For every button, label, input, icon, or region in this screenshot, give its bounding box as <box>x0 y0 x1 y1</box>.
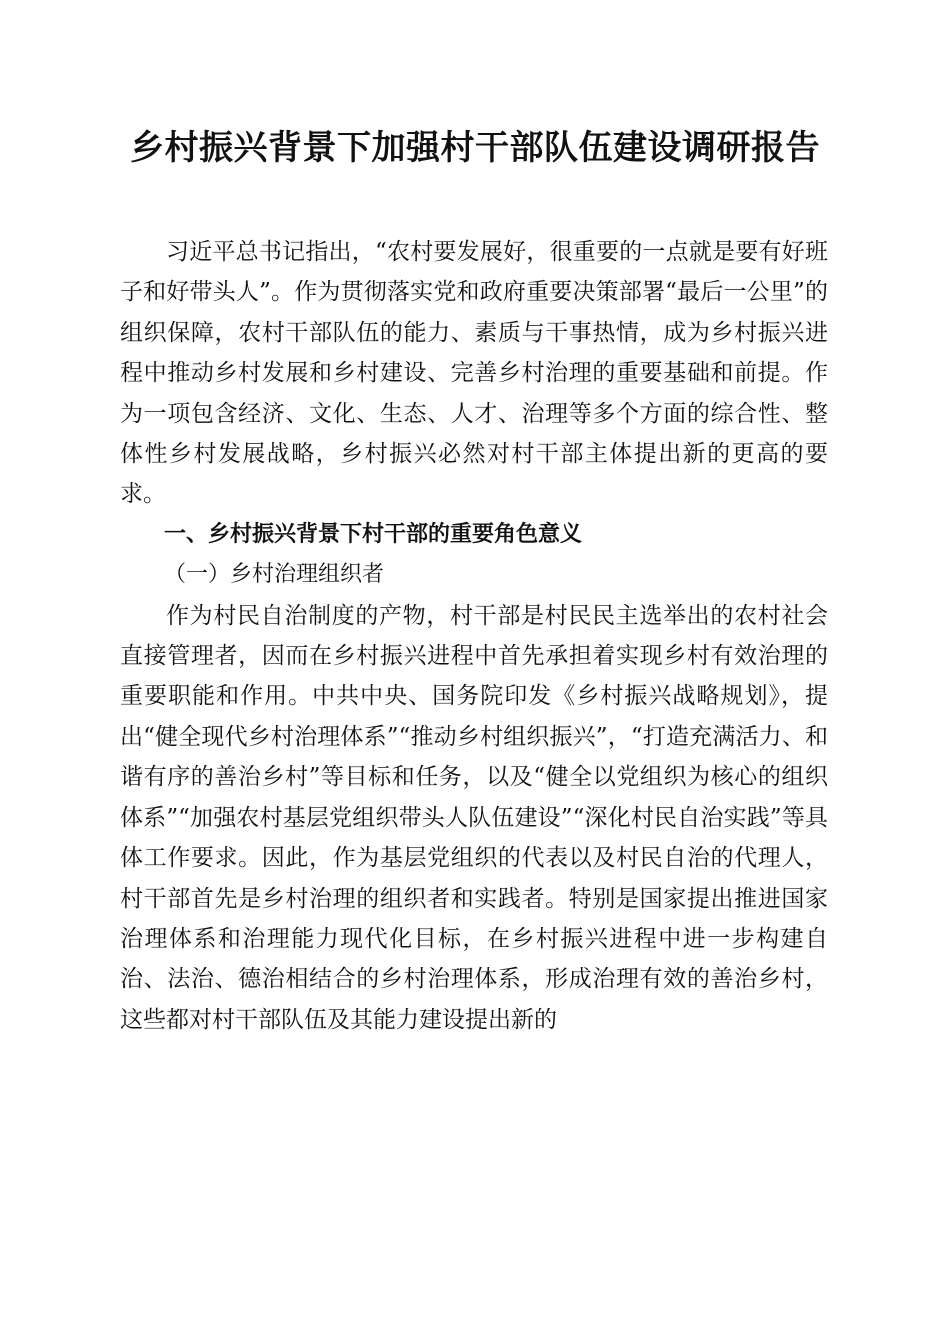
document-title: 乡村振兴背景下加强村干部队伍建设调研报告 <box>130 128 820 168</box>
body-paragraph: 作为村民自治制度的产物，村干部是村民民主选举出的农村社会直接管理者，因而在乡村振兴进程中首先承担着实现乡村有效治理的重要职能和作用。中共中央、国务院印发《乡村振兴战略规划》，提出“健全现代乡村治理体系”“推动乡村组织振兴”，“打造充满活力、和谐有序的善治乡村”等目标和任务，以及“健全以党组织为核心的组织体系”“加强农村基层党组织带头人队伍建设”“深化村民自治实践”等具体工作要求。因此，作为基层党组织的代表以及村民自治的代理人，村干部首先是乡村治理的组织者和实践者。特别是国家提出推进国家治理体系和治理能力现代化目标，在乡村振兴进程中进一步构建自治、法治、德治相结合的乡村治理体系，形成治理有效的善治乡村，这些都对村干部队伍及其能力建设提出新的 <box>120 602 828 1033</box>
document-body <box>120 232 828 1040</box>
intro-paragraph: 习近平总书记指出，“农村要发展好，很重要的一点就是要有好班子和好带头人”。作为贯彻落实党和政府重要决策部署“最后一公里”的组织保障，农村干部队伍的能力、素质与干事热情，成为乡村振兴进程中推动乡村发展和乡村建设、完善乡村治理的重要基础和前提。作为一项包含经济、文化、生态、人才、治理等多个方面的综合性、整体性乡村发展战略，乡村振兴必然对村干部主体提出新的更高的要求。 <box>120 239 828 508</box>
subsection-heading-1: （一）乡村治理组织者 <box>164 562 385 588</box>
section-heading-1: 一、乡村振兴背景下村干部的重要角色意义 <box>164 521 583 547</box>
